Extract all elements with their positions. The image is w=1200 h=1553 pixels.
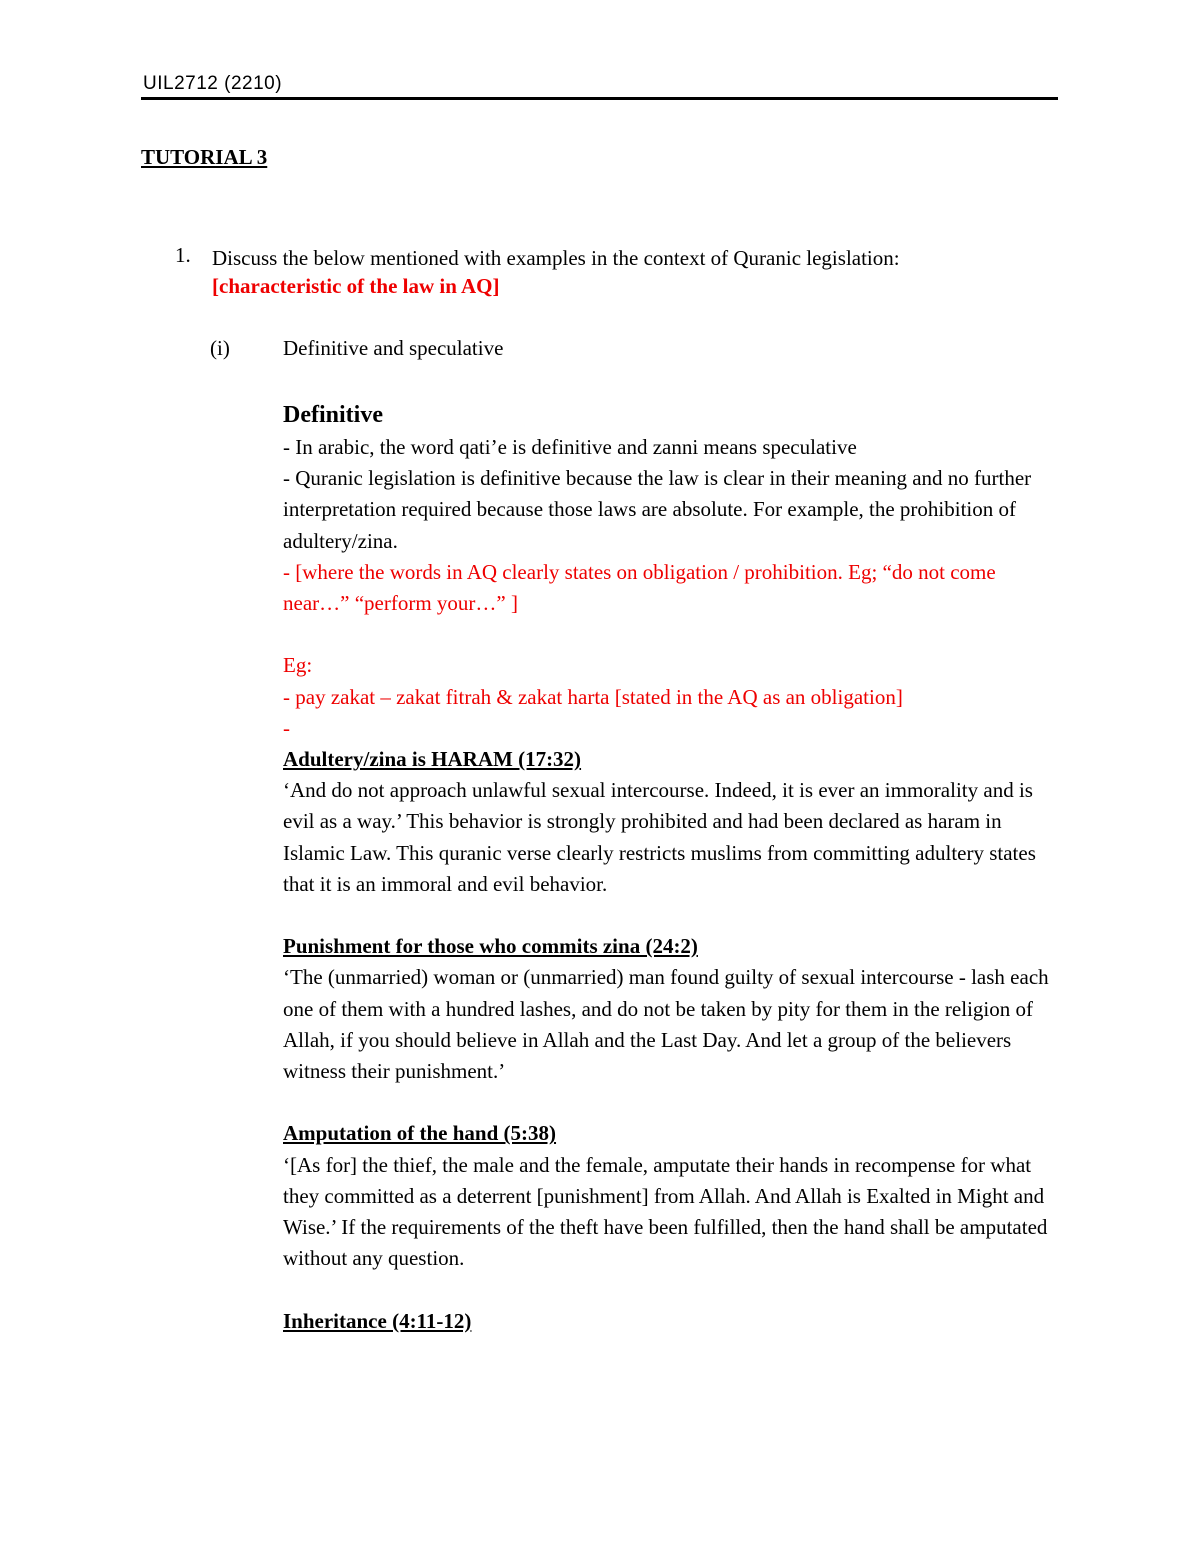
section-heading-punishment: Punishment for those who commits zina (24:2) (283, 934, 698, 959)
section-heading-inheritance: Inheritance (4:11-12) (283, 1308, 472, 1333)
definitive-line-2: - Quranic legislation is definitive because the law is clear in their meaning and no further interpretation required because those laws are absolute. For example, the prohibition of adultery/zina. (283, 466, 1032, 553)
header-course-code: UIL2712 (2210) (143, 73, 283, 94)
subitem-text: Definitive and speculative (283, 336, 504, 360)
spacer (283, 619, 1063, 650)
section-text-punishment: ‘The (unmarried) woman or (unmarried) man found guilty of sexual intercourse - lash each one of them with a hundred lashes, and do not be taken by pity for them in the religion of Allah, if you should believe in Allah and the Last Day. And let a group of the believers witness their punishment.’ (283, 965, 1049, 1084)
section-heading-adultery: Adultery/zina is HARAM (17:32) (283, 747, 582, 772)
example-dash: - (283, 715, 290, 740)
definitive-line-1: - In arabic, the word qati’e is definitive and zanni means speculative (283, 435, 857, 459)
question-note: [characteristic of the law in AQ] (212, 274, 500, 298)
spacer (283, 1087, 1063, 1118)
section-heading-amputation: Amputation of the hand (5:38) (283, 1121, 557, 1146)
definitive-red-note: - [where the words in AQ clearly states on obligation / prohibition. Eg; “do not come near…” “perform your…” ] (283, 559, 996, 616)
spacer (283, 1274, 1063, 1305)
example-line: - pay zakat – zakat fitrah & zakat harta [stated in the AQ as an obligation] (283, 684, 903, 709)
spacer (283, 900, 1063, 931)
example-label: Eg: (283, 653, 313, 678)
section-text-adultery: ‘And do not approach unlawful sexual intercourse. Indeed, it is ever an immorality and is evil as a way.’ This behavior is strongly prohibited and had been declared as haram in Islamic Law. This quranic verse clearly restricts muslims from committing adultery states that it is an immoral and evil behavior. (283, 778, 1036, 896)
subitem-number: (i) (210, 336, 230, 360)
section-text-amputation: ‘[As for] the thief, the male and the female, amputate their hands in recompense for what they committed as a deterrent [punishment] from Allah. And Allah is Exalted in Might and Wise.’ If the requirements of the theft have been fulfilled, then the hand shall be amputated without any question. (283, 1152, 1048, 1271)
definitive-heading: Definitive (283, 402, 383, 428)
question-number: 1. (175, 243, 191, 267)
question-text: Discuss the below mentioned with examples in the context of Quranic legislation: (212, 246, 900, 270)
header-divider (141, 97, 1058, 100)
page-title: TUTORIAL 3 (141, 145, 268, 169)
answer-body (283, 398, 1063, 1337)
